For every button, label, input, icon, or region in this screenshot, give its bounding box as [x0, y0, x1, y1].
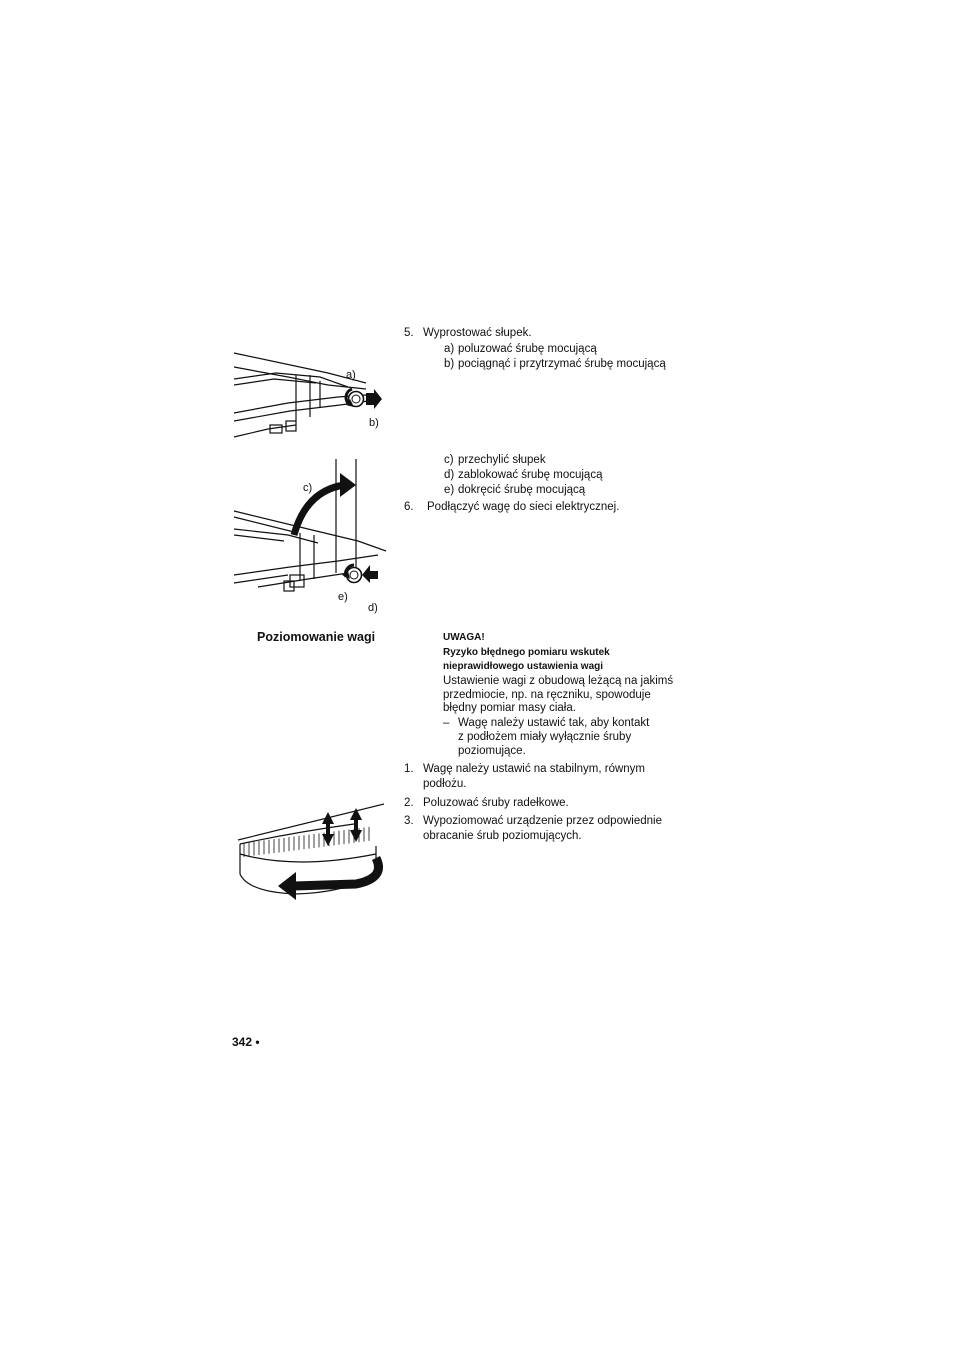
step-5d-text: zablokować śrubę mocującą	[458, 469, 603, 481]
figure2-label-c: c)	[303, 482, 313, 494]
figure1-label-a: a)	[346, 369, 356, 381]
step-5c-text: przechylić słupek	[458, 454, 546, 466]
step-5c-letter: c)	[444, 454, 454, 466]
step-5-number: 5.	[404, 327, 414, 339]
step-6-text: Podłączyć wagę do sieci elektrycznej.	[427, 501, 620, 513]
step-5a-letter: a)	[444, 343, 455, 355]
step-5-text: Wyprostować słupek.	[423, 327, 532, 339]
step-5b-text: pociągnąć i przytrzymać śrubę mocującą	[458, 358, 666, 370]
warning-subtitle-line2: nieprawidłowego ustawienia wagi	[443, 661, 604, 672]
step-6-number: 6.	[404, 501, 414, 513]
warning-dash-line1: Wagę należy ustawić tak, aby kontakt	[458, 717, 650, 729]
level-step-3-line1: Wypoziomować urządzenie przez odpowiednie	[423, 815, 662, 827]
figure2-label-e: e)	[338, 591, 348, 603]
figure-tilt-column	[228, 455, 398, 615]
step-5e-letter: e)	[444, 484, 455, 496]
level-step-2-text: Poluzować śruby radełkowe.	[423, 797, 569, 809]
figure1-label-b: b)	[369, 417, 379, 429]
step-5d-letter: d)	[444, 469, 455, 481]
figure2-label-d: d)	[368, 602, 378, 614]
warning-subtitle-line1: Ryzyko błędnego pomiaru wskutek	[443, 647, 610, 658]
warning-body-line2: przedmiocie, np. na ręczniku, spowoduje	[443, 689, 651, 701]
level-step-3-line2: obracanie śrub poziomujących.	[423, 830, 582, 842]
page-number: 342 •	[232, 1035, 260, 1049]
level-step-1-number: 1.	[404, 763, 414, 775]
level-step-2-number: 2.	[404, 797, 414, 809]
figure-leveling-foot	[236, 802, 386, 902]
step-5e-text: dokręcić śrubę mocującą	[458, 484, 586, 496]
warning-dash-line3: poziomujące.	[458, 745, 526, 757]
figure-loosen-screw	[228, 345, 388, 445]
warning-title: UWAGA!	[443, 632, 485, 643]
warning-body-line3: błędny pomiar masy ciała.	[443, 702, 576, 714]
step-5b-letter: b)	[444, 358, 455, 370]
warning-dash-line2: z podłożem miały wyłącznie śruby	[458, 731, 632, 743]
level-step-1-line2: podłożu.	[423, 778, 467, 790]
section-title: Poziomowanie wagi	[257, 630, 376, 644]
level-step-1-line1: Wagę należy ustawić na stabilnym, równym	[423, 763, 645, 775]
warning-body-line1: Ustawienie wagi z obudową leżącą na jakimś	[443, 675, 674, 687]
step-5a-text: poluzować śrubę mocującą	[458, 343, 597, 355]
level-step-3-number: 3.	[404, 815, 414, 827]
warning-dash: –	[443, 717, 450, 729]
